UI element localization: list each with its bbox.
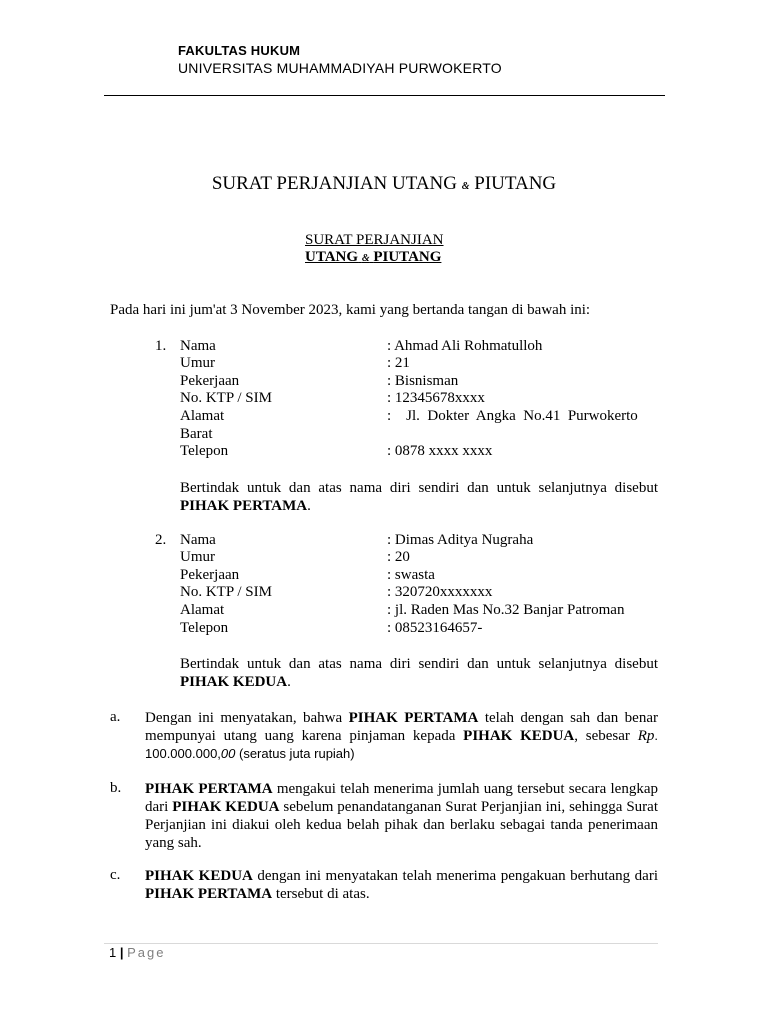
intro-text: Pada hari ini jum'at 3 November 2023, kami yang bertanda tangan di bawah ini: [110, 302, 591, 318]
clause-b-marker: b. [110, 780, 122, 796]
subtitle-left: UTANG [305, 249, 359, 265]
clause-b-party-second: PIHAK KEDUA [172, 799, 280, 815]
header-divider [104, 95, 665, 96]
party2-name-label: Nama [180, 532, 216, 548]
faculty-name: FAKULTAS HUKUM [178, 43, 301, 58]
page-label: Page [127, 945, 166, 960]
party1-address-value: : Jl. Dokter Angka No.41 Purwokerto [387, 408, 638, 424]
party1-statement [180, 479, 658, 515]
party2-age-value: : 20 [387, 549, 410, 565]
clause-a-amount: . 100.000.000, [145, 728, 658, 761]
clause-c-text [145, 867, 658, 903]
party2-address-value: : jl. Raden Mas No.32 Banjar Patroman [387, 602, 625, 618]
party1-name-label: Nama [180, 338, 216, 354]
party2-ktp-label: No. KTP / SIM [180, 584, 272, 600]
clause-a-part2: telah dengan sah dan benar mempunyai utang uang karena pinjaman kepada [145, 710, 658, 744]
clause-a-marker: a. [110, 709, 121, 725]
clause-a-currency: Rp [637, 728, 655, 744]
clause-a-text [145, 709, 658, 763]
clause-c-marker: c. [110, 867, 121, 883]
party1-phone-value: : 0878 xxxx xxxx [387, 443, 493, 459]
clause-a-amount-words: (seratus juta rupiah) [235, 746, 355, 761]
clause-a-part3: , sebesar [574, 728, 638, 744]
party2-statement-end: . [287, 674, 291, 690]
page-number: 1 [109, 945, 117, 960]
document-title [0, 173, 768, 195]
subtitle-line-2 [305, 249, 441, 266]
party1-statement-end: . [307, 498, 311, 514]
page-separator: | [116, 945, 128, 960]
party2-job-label: Pekerjaan [180, 567, 240, 583]
clause-a-amount-decimal: 00 [220, 746, 236, 761]
party2-statement-text: Bertindak untuk dan atas nama diri sendiri dan untuk selanjutnya disebut [180, 656, 658, 672]
party1-job-value: : Bisnisman [387, 373, 459, 389]
party1-ktp-value: : 12345678xxxx [387, 390, 485, 406]
clause-c-part1: dengan ini menyatakan telah menerima pengakuan berhutang dari [252, 868, 658, 884]
party1-number: 1. [155, 338, 167, 354]
party1-ktp-label: No. KTP / SIM [180, 390, 272, 406]
party2-job-value: : swasta [387, 567, 435, 583]
party2-name-value: : Dimas Aditya Nugraha [387, 532, 534, 548]
party2-role: PIHAK KEDUA [180, 674, 288, 690]
party1-address-cont: Barat [180, 426, 213, 442]
party1-address-label: Alamat [180, 408, 225, 424]
clause-c-part2: tersebut di atas. [272, 886, 370, 902]
page-footer [109, 945, 165, 960]
party1-role: PIHAK PERTAMA [180, 498, 308, 514]
clause-a-party-first: PIHAK PERTAMA [348, 710, 479, 726]
party2-phone-value: : 08523164657- [387, 620, 483, 636]
subtitle-right: PIUTANG [373, 249, 442, 265]
clause-b-party-first: PIHAK PERTAMA [145, 781, 273, 797]
party2-age-label: Umur [180, 549, 215, 565]
clause-c-party-first: PIHAK PERTAMA [145, 886, 273, 902]
party1-age-value: : 21 [387, 355, 410, 371]
party1-name-value: : Ahmad Ali Rohmatulloh [387, 338, 543, 354]
clause-b-text [145, 780, 658, 852]
footer-divider [104, 943, 658, 944]
university-name: UNIVERSITAS MUHAMMADIYAH PURWOKERTO [178, 60, 502, 76]
party2-address-label: Alamat [180, 602, 225, 618]
party2-number: 2. [155, 532, 167, 548]
clause-a-part1: Dengan ini menyatakan, bahwa [145, 710, 349, 726]
party2-phone-label: Telepon [180, 620, 229, 636]
party2-statement [180, 655, 658, 691]
party1-job-label: Pekerjaan [180, 373, 240, 389]
subtitle-ampersand: & [361, 253, 370, 264]
clause-b-part1: mengakui telah menerima jumlah uang tersebut secara lengkap dari [145, 781, 658, 815]
title-right: PIUTANG [474, 173, 557, 194]
party1-phone-label: Telepon [180, 443, 229, 459]
title-left: SURAT PERJANJIAN UTANG [211, 173, 457, 194]
party1-age-label: Umur [180, 355, 215, 371]
party1-statement-text: Bertindak untuk dan atas nama diri sendiri dan untuk selanjutnya disebut [180, 480, 658, 496]
subtitle-line-1: SURAT PERJANJIAN [305, 232, 444, 248]
title-ampersand: & [461, 181, 470, 192]
clause-a-party-second: PIHAK KEDUA [463, 728, 575, 744]
clause-b-part2: sebelum penandatanganan Surat Perjanjian ini, sehingga Surat Perjanjian ini diakui oleh kedua belah pihak dan berlaku sebagai tanda penerimaan yang sah. [145, 799, 658, 851]
party2-ktp-value: : 320720xxxxxxx [387, 584, 493, 600]
clause-c-party-second: PIHAK KEDUA [145, 868, 253, 884]
